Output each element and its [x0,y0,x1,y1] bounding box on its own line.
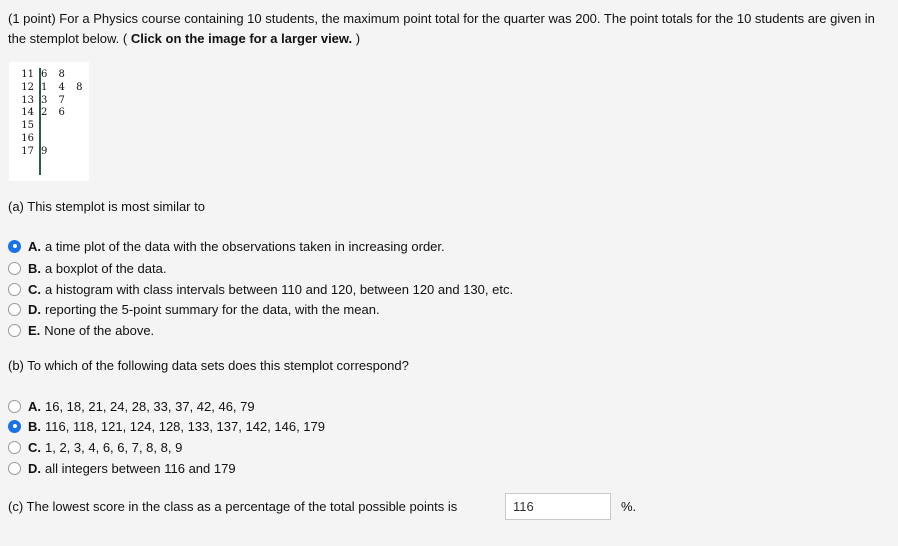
intro-text: (1 point) For a Physics course containing 10 students, the maximum point total for the quarter was 200. The point totals for the 10 students are given in the stemplot below. ( [8,11,875,46]
option-text: 16, 18, 21, 24, 28, 33, 37, 42, 46, 79 [45,398,255,414]
option-letter: E. [28,322,41,338]
option-letter: C. [28,281,41,297]
option-text: a boxplot of the data. [45,260,167,276]
stem: 13 [21,94,34,106]
leaves: 9 [41,145,52,157]
option-letter: B. [28,260,41,276]
radio-button[interactable] [8,462,21,475]
option-letter: C. [28,439,41,455]
stem: 12 [21,81,34,93]
part-b-question: (b) To which of the following data sets does this stemplot correspond? [8,358,409,373]
option-text: None of the above. [44,322,155,338]
stemplot-row [13,95,86,108]
stemplot-row [13,69,86,82]
leaves [37,133,41,146]
stemplot-row [13,146,86,159]
part-a-question: (a) This stemplot is most similar to [8,199,205,214]
stem: 11 [21,69,34,80]
radio-button[interactable] [8,324,21,337]
radio-button[interactable] [8,441,21,454]
radio-button[interactable] [8,420,21,433]
larger-view-link-text: Click on the image for a larger view. [130,31,353,46]
part-b-option-b[interactable] [8,416,325,436]
stemplot-image[interactable] [9,62,89,181]
part-a-option-e[interactable] [8,320,154,340]
option-letter: A. [28,238,41,254]
part-a-option-a[interactable] [8,236,445,256]
part-a-option-d[interactable] [8,299,380,319]
leaves: 2 6 [41,107,69,119]
option-text: 1, 2, 3, 4, 6, 6, 7, 8, 8, 9 [45,439,183,455]
stem: 16 [21,132,34,144]
part-b-option-c[interactable] [8,437,182,457]
intro-suffix: ) [352,31,361,46]
part-b-option-a[interactable] [8,396,255,416]
leaves: 3 7 [41,94,69,106]
stem: 14 [21,107,34,119]
stemplot-rows [13,69,86,159]
option-letter: D. [28,301,41,317]
part-a-option-b[interactable] [8,258,166,278]
stem: 15 [21,120,34,132]
stem: 17 [21,145,34,157]
leaves [37,120,41,133]
radio-button[interactable] [8,400,21,413]
option-letter: D. [28,460,41,476]
option-text: reporting the 5-point summary for the data, with the mean. [45,301,380,317]
radio-button[interactable] [8,283,21,296]
option-text: all integers between 116 and 179 [45,460,236,476]
problem-intro [8,9,888,49]
stemplot-row [13,133,86,146]
radio-button[interactable] [8,303,21,316]
part-a-option-c[interactable] [8,279,513,299]
radio-button[interactable] [8,240,21,253]
option-text: 116, 118, 121, 124, 128, 133, 137, 142, 146, 179 [45,418,325,434]
leaves: 1 4 8 [41,81,87,93]
part-c-question: (c) The lowest score in the class as a percentage of the total possible points is [8,499,458,514]
stemplot-row [13,120,86,133]
stemplot-row [13,82,86,95]
part-c-answer-input[interactable] [505,493,611,520]
radio-button[interactable] [8,262,21,275]
option-letter: B. [28,418,41,434]
stemplot-row [13,107,86,120]
percent-unit: %. [621,499,637,514]
option-text: a histogram with class intervals between 110 and 120, between 120 and 130, etc. [45,281,514,297]
part-b-option-d[interactable] [8,458,236,478]
option-text: a time plot of the data with the observations taken in increasing order. [45,238,445,254]
option-letter: A. [28,398,41,414]
leaves: 6 8 [41,69,69,80]
